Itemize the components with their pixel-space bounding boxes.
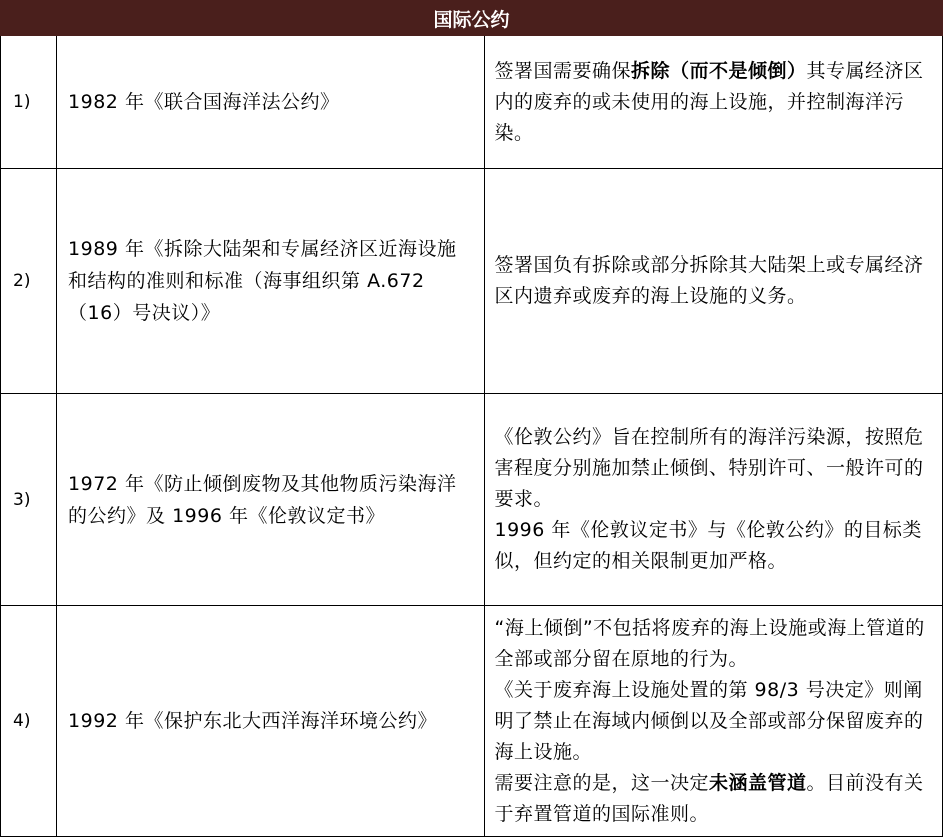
convention-description	[484, 606, 943, 837]
description-emphasis: 拆除（而不是倾倒）	[631, 59, 807, 82]
description-paragraph	[495, 56, 935, 149]
convention-name: 1992 年《保护东北大西洋海洋环境公约》	[57, 606, 484, 837]
row-number: 3)	[1, 394, 57, 606]
description-emphasis: 未涵盖管道	[709, 771, 807, 794]
description-paragraph: 签署国负有拆除或部分拆除其大陆架上或专属经济区内遗弃或废弃的海上设施的义务。	[494, 254, 924, 307]
table-row	[1, 169, 943, 394]
convention-name: 1982 年《联合国海洋法公约》	[57, 36, 484, 169]
description-text: 其专属经济区内的废弃的或未使用的海上设施，并控制海洋污染。	[494, 59, 924, 144]
description-text: 签署国需要确保	[494, 59, 632, 82]
row-number: 4)	[1, 606, 57, 837]
description-paragraph: “海上倾倒”不包括将废弃的海上设施或海上管道的全部或部分留在原地的行为。	[494, 616, 925, 670]
description-paragraph	[495, 768, 935, 830]
description-paragraph: 《伦敦公约》旨在控制所有的海洋污染源，按照危害程度分别施加禁止倾倒、特别许可、一般许可的要求。	[494, 426, 924, 510]
table-row	[1, 606, 943, 837]
table-title: 国际公约	[1, 1, 943, 36]
convention-name: 1972 年《防止倾倒废物及其他物质污染海洋的公约》及 1996 年《伦敦议定书》	[57, 394, 484, 606]
description-paragraph: 1996 年《伦敦议定书》与《伦敦公约》的目标类似，但约定的相关限制更加严格。	[494, 519, 922, 572]
convention-name: 1989 年《拆除大陆架和专属经济区近海设施和结构的准则和标准（海事组织第 A.672（16）号决议）》	[57, 169, 484, 394]
convention-description	[484, 169, 943, 394]
row-number: 1)	[1, 36, 57, 169]
description-paragraph: 《关于废弃海上设施处置的第 98/3 号决定》则阐明了禁止在海域内倾倒以及全部或部分保留废弃的海上设施。	[494, 678, 924, 763]
table-row	[1, 394, 943, 606]
row-number: 2)	[1, 169, 57, 394]
table-header-row	[1, 1, 943, 36]
description-text: 需要注意的是，这一决定	[494, 771, 710, 794]
table-row	[1, 36, 943, 169]
convention-description	[484, 394, 943, 606]
convention-description	[484, 36, 943, 169]
description-text: 。目前没有关于弃置管道的国际准则。	[494, 771, 924, 825]
